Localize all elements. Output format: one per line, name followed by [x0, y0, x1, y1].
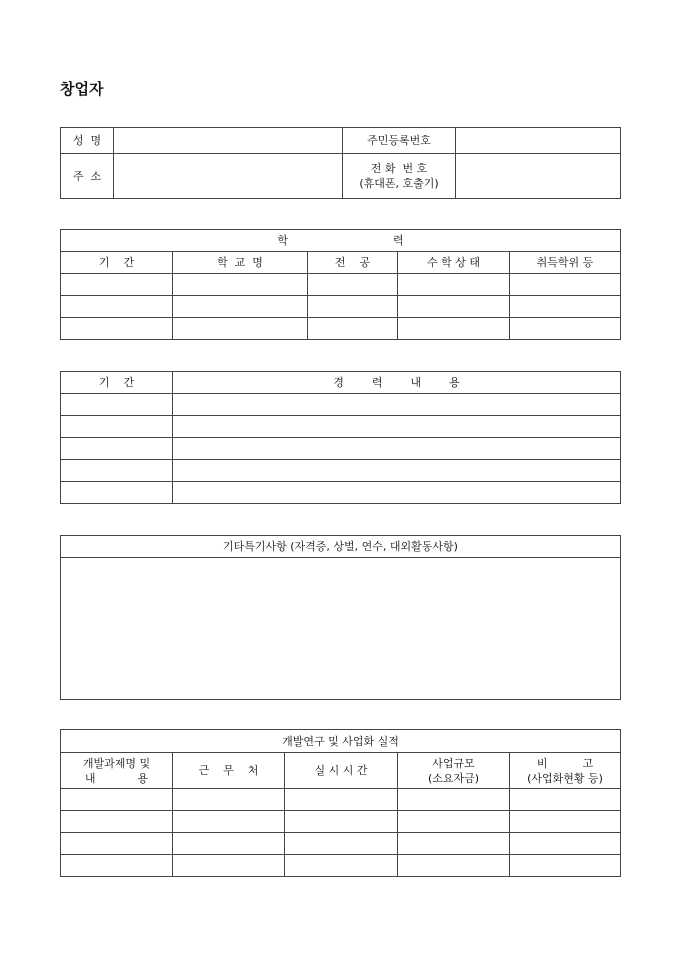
cell[interactable]	[398, 296, 510, 318]
cell[interactable]	[285, 833, 398, 855]
other-notes-header: 기타특기사항 (자격증, 상벌, 연수, 대외활동사항)	[61, 536, 621, 558]
cell[interactable]	[285, 811, 398, 833]
id-number-field[interactable]	[456, 128, 621, 154]
cell[interactable]	[173, 416, 621, 438]
cell[interactable]	[510, 811, 621, 833]
cell[interactable]	[61, 438, 173, 460]
cell[interactable]	[398, 274, 510, 296]
cell[interactable]	[61, 460, 173, 482]
name-field[interactable]	[114, 128, 343, 154]
cell[interactable]	[308, 274, 398, 296]
phone-label-line2: (휴대폰, 호출기)	[359, 177, 439, 190]
cell[interactable]	[61, 394, 173, 416]
table-row	[61, 855, 621, 877]
cell[interactable]	[173, 855, 285, 877]
col-remarks-line2: (사업화현황 등)	[527, 771, 603, 785]
career-table	[60, 371, 621, 504]
phone-label-line1: 전 화 번 호	[370, 162, 428, 175]
cell[interactable]	[61, 811, 173, 833]
cell[interactable]	[285, 789, 398, 811]
address-label: 주 소	[61, 154, 114, 199]
rnd-table	[60, 729, 621, 877]
col-scale-line1: 사업규모	[432, 756, 475, 770]
cell[interactable]	[61, 296, 173, 318]
cell[interactable]	[510, 789, 621, 811]
table-row	[61, 460, 621, 482]
cell[interactable]	[398, 833, 510, 855]
phone-label	[343, 154, 456, 199]
address-field[interactable]	[114, 154, 343, 199]
other-notes-field[interactable]	[61, 558, 621, 700]
cell[interactable]	[61, 416, 173, 438]
id-number-label: 주민등록번호	[343, 128, 456, 154]
col-scale	[398, 753, 510, 789]
col-school: 학 교 명	[173, 252, 308, 274]
cell[interactable]	[398, 789, 510, 811]
personal-info-table	[60, 127, 621, 199]
table-row	[61, 296, 621, 318]
cell[interactable]	[173, 460, 621, 482]
cell[interactable]	[173, 833, 285, 855]
cell[interactable]	[510, 318, 621, 340]
cell[interactable]	[173, 789, 285, 811]
col-career-details: 경 력 내 용	[173, 372, 621, 394]
col-project	[61, 753, 173, 789]
col-scale-line2: (소요자금)	[427, 771, 480, 785]
cell[interactable]	[510, 833, 621, 855]
page-title: 창업자	[60, 80, 104, 98]
col-remarks	[510, 753, 621, 789]
cell[interactable]	[510, 855, 621, 877]
education-table	[60, 229, 621, 340]
name-label: 성 명	[61, 128, 114, 154]
col-remarks-line1: 비 고	[536, 756, 594, 770]
col-duration: 실 시 시 간	[285, 753, 398, 789]
other-notes-table	[60, 535, 621, 700]
table-row	[61, 274, 621, 296]
cell[interactable]	[173, 394, 621, 416]
cell[interactable]	[61, 789, 173, 811]
cell[interactable]	[173, 296, 308, 318]
education-header: 학 력	[61, 230, 621, 252]
cell[interactable]	[173, 438, 621, 460]
table-row	[61, 394, 621, 416]
cell[interactable]	[61, 318, 173, 340]
cell[interactable]	[308, 318, 398, 340]
col-period: 기 간	[61, 252, 173, 274]
col-status: 수 학 상 태	[398, 252, 510, 274]
cell[interactable]	[285, 855, 398, 877]
table-row	[61, 833, 621, 855]
col-project-line2: 내 용	[84, 771, 149, 785]
col-workplace: 근 무 처	[173, 753, 285, 789]
cell[interactable]	[308, 296, 398, 318]
cell[interactable]	[510, 296, 621, 318]
col-project-line1: 개발과제명 및	[82, 756, 151, 770]
cell[interactable]	[61, 274, 173, 296]
table-row	[61, 482, 621, 504]
table-row	[61, 318, 621, 340]
rnd-header: 개발연구 및 사업화 실적	[61, 730, 621, 753]
col-period: 기 간	[61, 372, 173, 394]
table-row	[61, 438, 621, 460]
table-row	[61, 789, 621, 811]
table-row	[61, 416, 621, 438]
cell[interactable]	[173, 318, 308, 340]
cell[interactable]	[61, 833, 173, 855]
cell[interactable]	[398, 855, 510, 877]
cell[interactable]	[61, 855, 173, 877]
cell[interactable]	[510, 274, 621, 296]
cell[interactable]	[398, 318, 510, 340]
col-major: 전 공	[308, 252, 398, 274]
cell[interactable]	[173, 811, 285, 833]
cell[interactable]	[173, 274, 308, 296]
table-row	[61, 811, 621, 833]
cell[interactable]	[398, 811, 510, 833]
cell[interactable]	[61, 482, 173, 504]
phone-field[interactable]	[456, 154, 621, 199]
col-degree: 취득학위 등	[510, 252, 621, 274]
cell[interactable]	[173, 482, 621, 504]
